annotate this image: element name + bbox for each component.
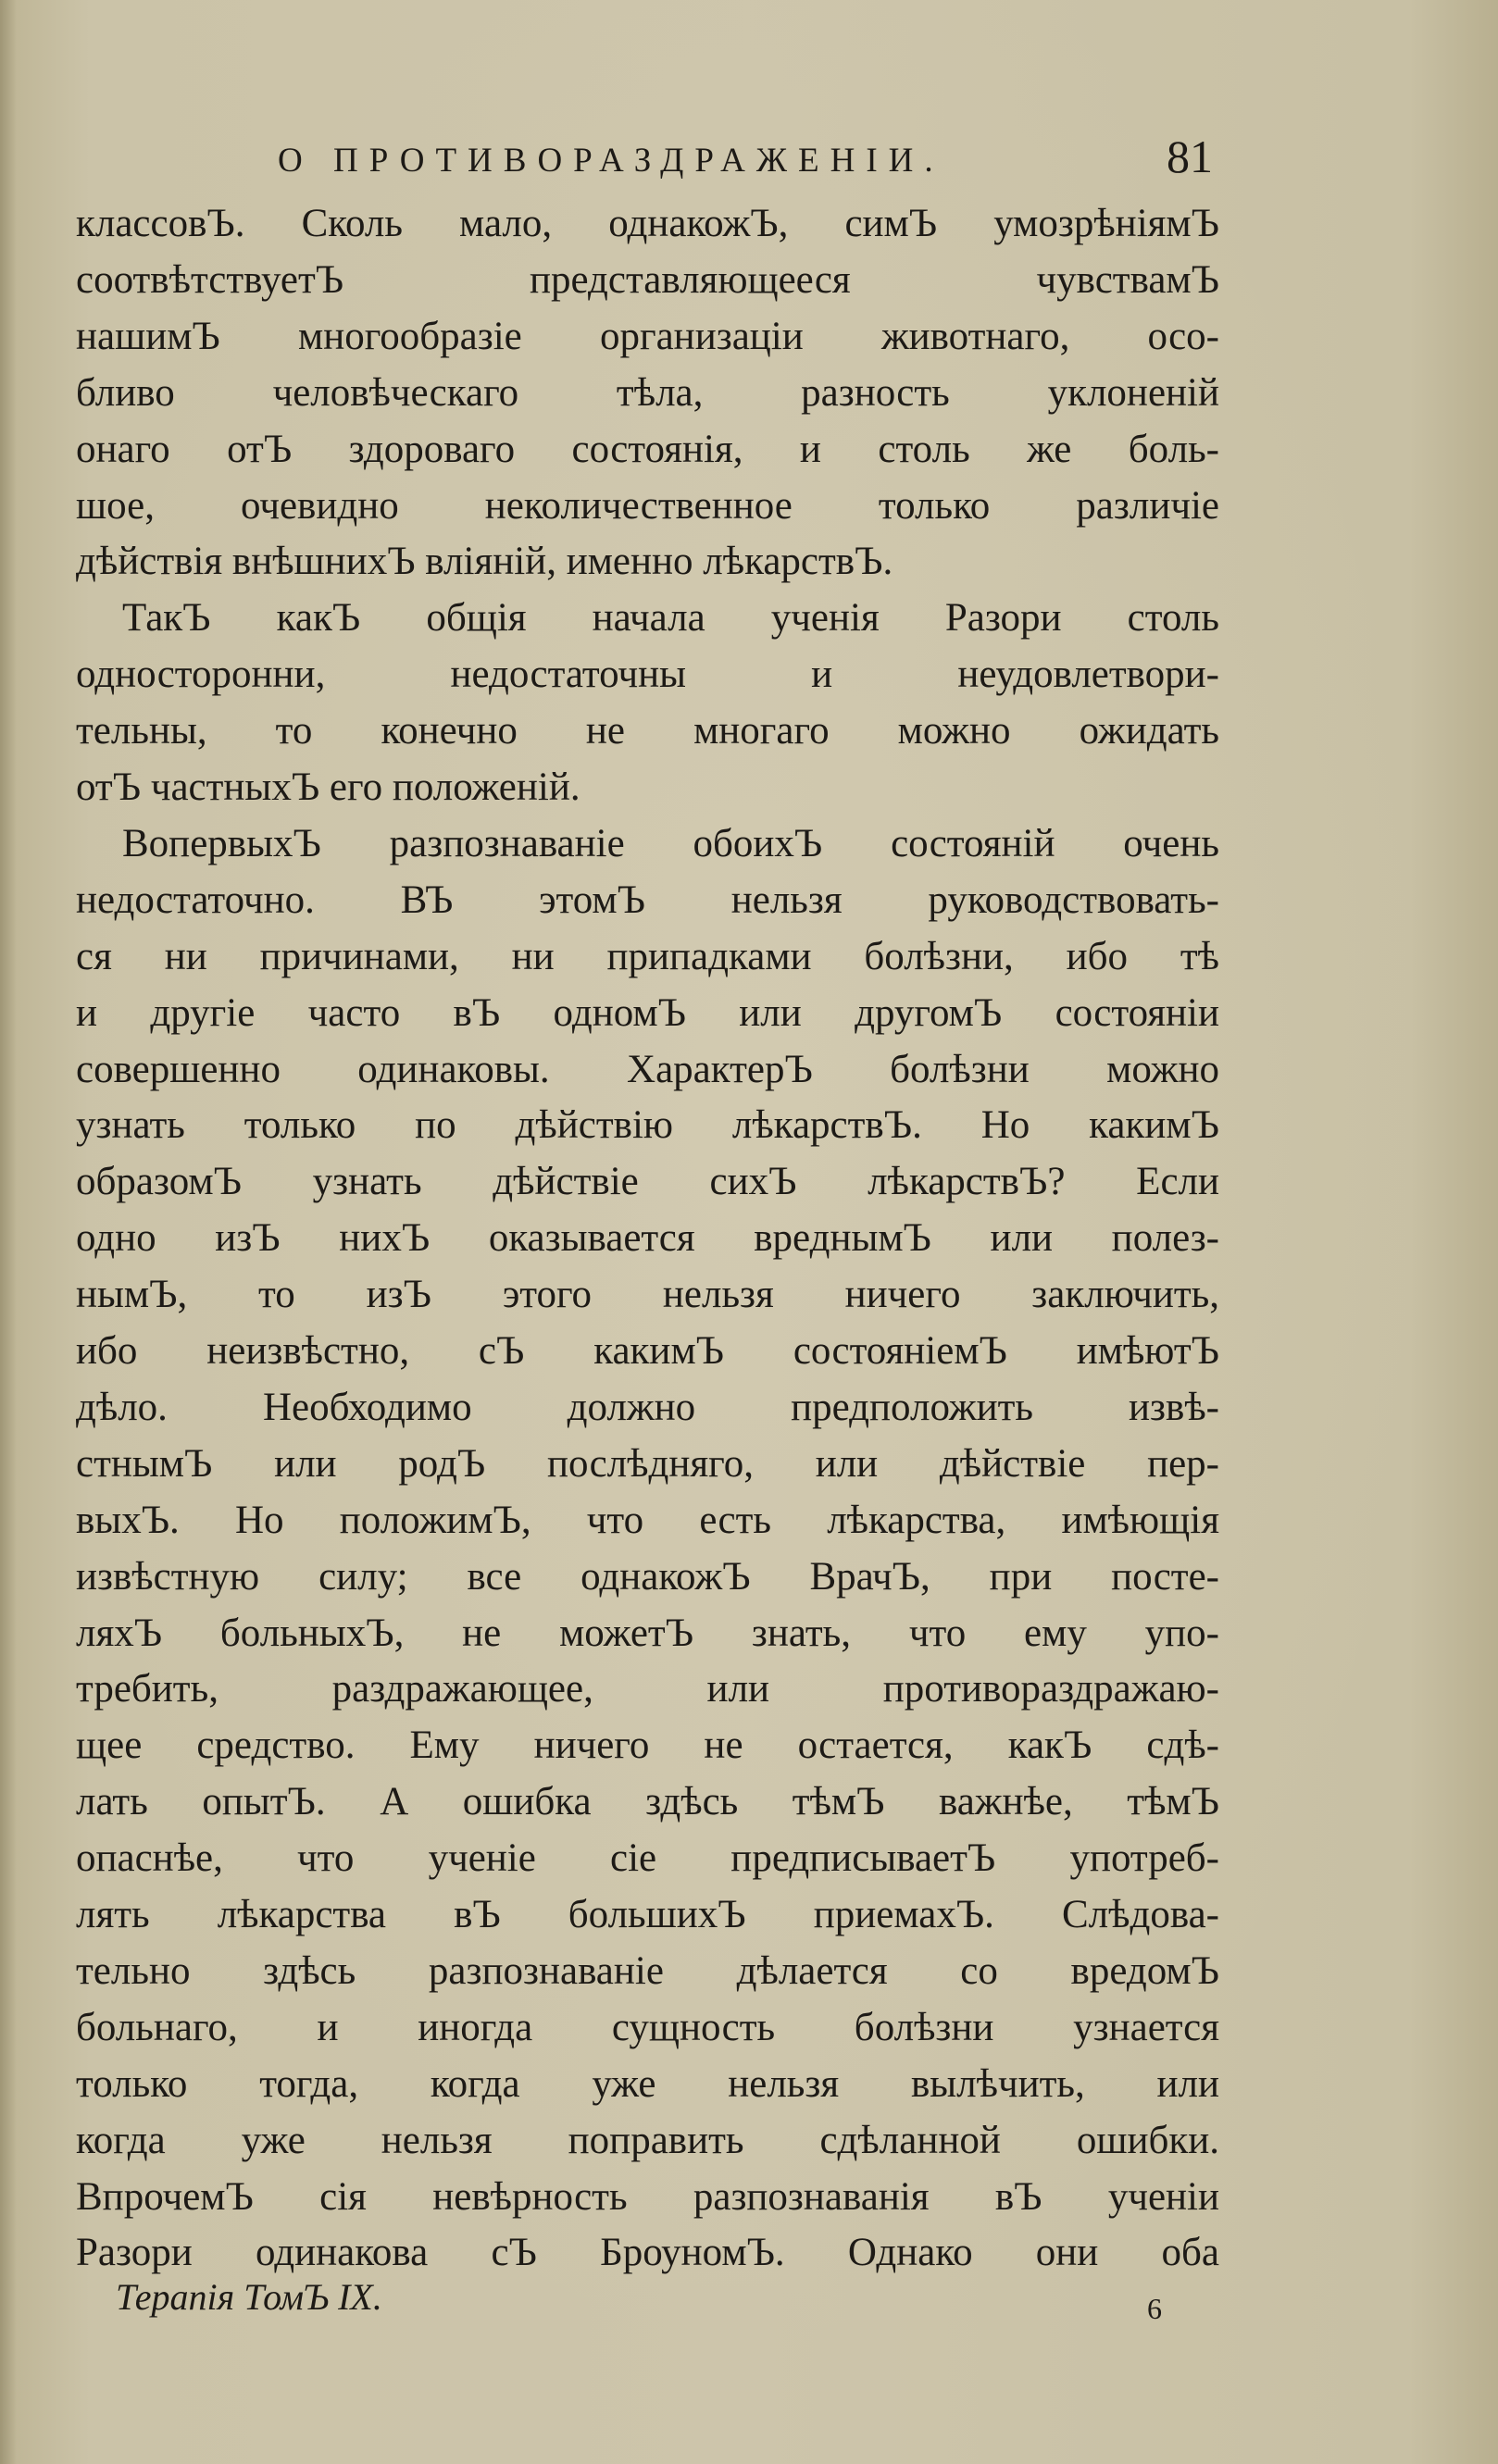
page-footer <box>116 2275 1162 2340</box>
text-line: нымЪ, то изЪ этого нельзя ничего заключить, <box>76 1273 1219 1316</box>
text-line: одно изЪ нихЪ оказывается вреднымЪ или полез- <box>76 1216 1219 1260</box>
text-line: только тогда, когда уже нельзя вылѣчить, или <box>76 2062 1219 2106</box>
text-line: щее средство. Ему ничего не остается, какЪ сдѣ- <box>76 1724 1219 1767</box>
sheet-number: 6 <box>1147 2292 1162 2325</box>
text-line: ибо неизвѣстно, сЪ какимЪ состояніемЪ имѣютЪ <box>76 1329 1219 1373</box>
page-number: 81 <box>1167 131 1213 182</box>
text-line: стнымЪ или родЪ послѣдняго, или дѣйствіе пер- <box>76 1442 1219 1486</box>
text-line: опаснѣе, что ученіе сіе предписываетЪ употреб- <box>76 1836 1219 1880</box>
text-line: образомЪ узнать дѣйствіе сихЪ лѣкарствЪ? Если <box>76 1160 1219 1203</box>
text-line: и другіе часто вЪ одномЪ или другомЪ состояніи <box>76 991 1219 1035</box>
text-line: узнать только по дѣйствію лѣкарствЪ. Но какимЪ <box>76 1103 1219 1147</box>
text-line: лять лѣкарства вЪ большихЪ приемахЪ. Слѣдова- <box>76 1893 1219 1936</box>
text-line: онаго отЪ здороваго состоянія, и столь же боль- <box>76 428 1219 471</box>
text-line: когда уже нельзя поправить сдѣланной ошибки. <box>76 2119 1219 2162</box>
text-line: ся ни причинами, ни припадками болѣзни, ибо тѣ <box>76 935 1219 978</box>
signature-mark: Терапія ТомЪ IX. <box>116 2276 382 2318</box>
text-line: дѣйствія внѣшнихЪ вліяній, именно лѣкарствЪ. <box>76 540 893 583</box>
page-header <box>268 130 1231 194</box>
text-line: ВопервыхЪ разпознаваніе обоихЪ состояній очень <box>122 822 1219 865</box>
text-line: ВпрочемЪ сія невѣрность разпознаванія вЪ ученіи <box>76 2175 1219 2219</box>
text-line: отЪ частныхЪ его положеній. <box>76 765 580 809</box>
text-line: выхЪ. Но положимЪ, что есть лѣкарства, имѣющія <box>76 1499 1219 1542</box>
text-line: лать опытЪ. А ошибка здѣсь тѣмЪ важнѣе, тѣмЪ <box>76 1780 1219 1823</box>
text-line: соотвѣтствуетЪ представляющееся чувствамЪ <box>76 258 1219 302</box>
text-line: совершенно одинаковы. ХарактерЪ болѣзни можно <box>76 1048 1219 1091</box>
text-line: требить, раздражающее, или противораздражаю- <box>76 1667 1219 1711</box>
text-line: Разори одинакова сЪ БроуномЪ. Однако они оба <box>76 2231 1219 2274</box>
text-line: нашимЪ многообразіе организаціи животнаго, осо- <box>76 315 1219 358</box>
running-title: О ПРОТИВОРАЗДРАЖЕНІИ. <box>278 142 944 180</box>
text-line: больнаго, и иногда сущность болѣзни узнается <box>76 2006 1219 2049</box>
body-text <box>76 196 1219 2274</box>
text-line: дѣло. Необходимо должно предположить извѣ- <box>76 1386 1219 1429</box>
text-line: шое, очевидно неколичественное только различіе <box>76 484 1219 528</box>
text-line: классовЪ. Сколь мало, однакожЪ, симЪ умозрѣніямЪ <box>76 202 1219 245</box>
text-line: недостаточно. ВЪ этомЪ нельзя руководствовать- <box>76 878 1219 922</box>
text-line: извѣстную силу; все однакожЪ ВрачЪ, при посте- <box>76 1555 1219 1599</box>
page-edge-shadow <box>0 0 17 2464</box>
text-line: бливо человѣческаго тѣла, разность уклоненій <box>76 371 1219 415</box>
text-line: ТакЪ какЪ общія начала ученія Разори столь <box>122 596 1219 640</box>
text-line: ляхЪ больныхЪ, не можетЪ знать, что ему упо- <box>76 1612 1219 1655</box>
text-line: тельны, то конечно не многаго можно ожидать <box>76 709 1219 753</box>
text-line: односторонни, недостаточны и неудовлетвори- <box>76 653 1219 696</box>
text-line: тельно здѣсь разпознаваніе дѣлается со вредомЪ <box>76 1949 1219 1993</box>
